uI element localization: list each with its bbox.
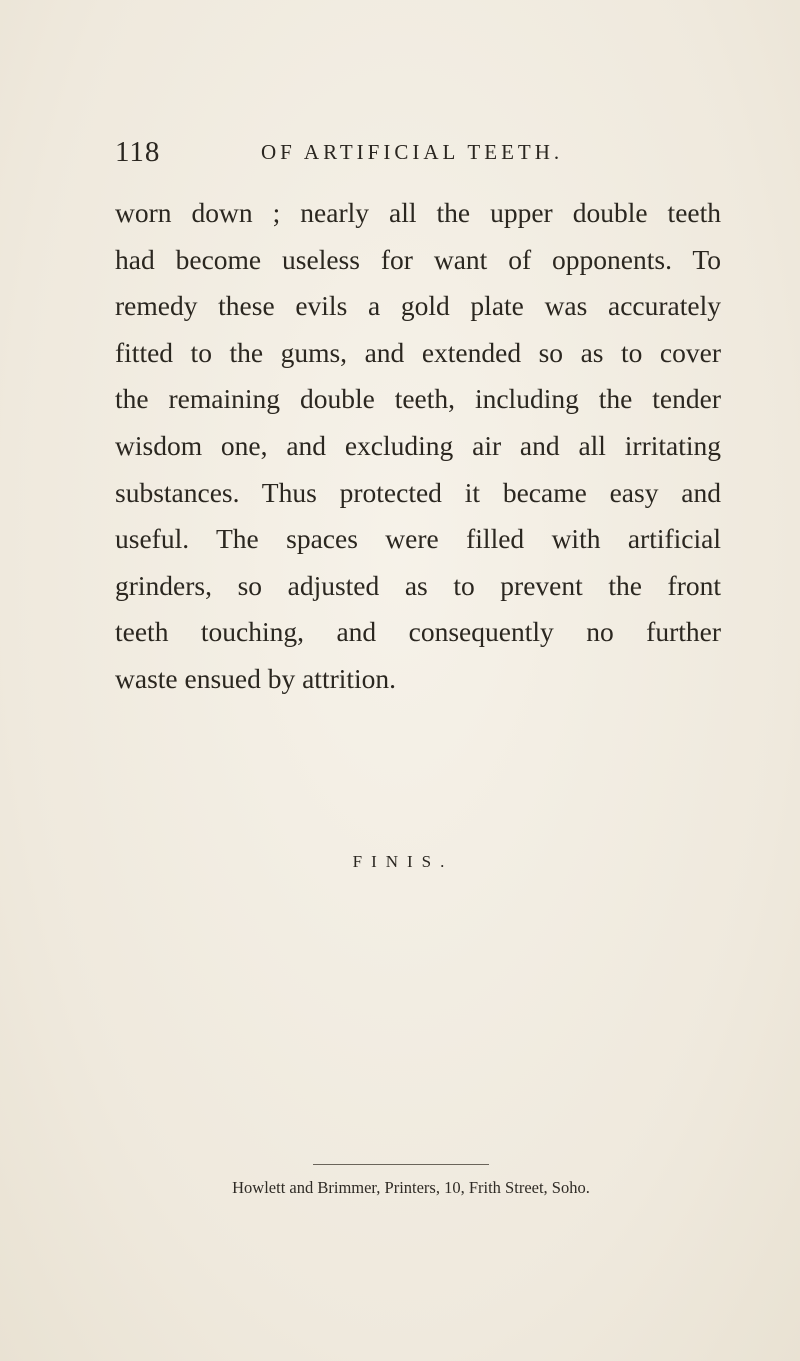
text-line: remedy these evils a gold plate was accurately: [115, 290, 721, 322]
text-line: teeth touching, and consequently no further: [115, 616, 721, 648]
text-line: substances. Thus protected it became easy and: [115, 476, 721, 508]
text-line: useful. The spaces were filled with artificial: [115, 523, 721, 555]
body-paragraph: [115, 190, 721, 703]
text-line: fitted to the gums, and extended so as to cover: [115, 336, 721, 368]
running-head: OF ARTIFICIAL TEETH.: [261, 140, 564, 164]
text-line: worn down ; nearly all the upper double teeth: [115, 197, 721, 228]
printer-imprint: Howlett and Brimmer, Printers, 10, Frith Street, Soho.: [232, 1178, 590, 1197]
text-line: waste ensued by attrition.: [115, 662, 397, 694]
page-header: [115, 136, 715, 176]
text-line: wisdom one, and excluding air and all irritating: [115, 429, 721, 461]
finis-mark: FINIS.: [352, 852, 454, 871]
text-line: grinders, so adjusted as to prevent the front: [115, 569, 721, 601]
text-line: the remaining double teeth, including the tender: [115, 383, 721, 415]
printer-rule: [313, 1164, 489, 1165]
page-number: 118: [115, 136, 161, 168]
text-line: had become useless for want of opponents. To: [115, 243, 721, 275]
